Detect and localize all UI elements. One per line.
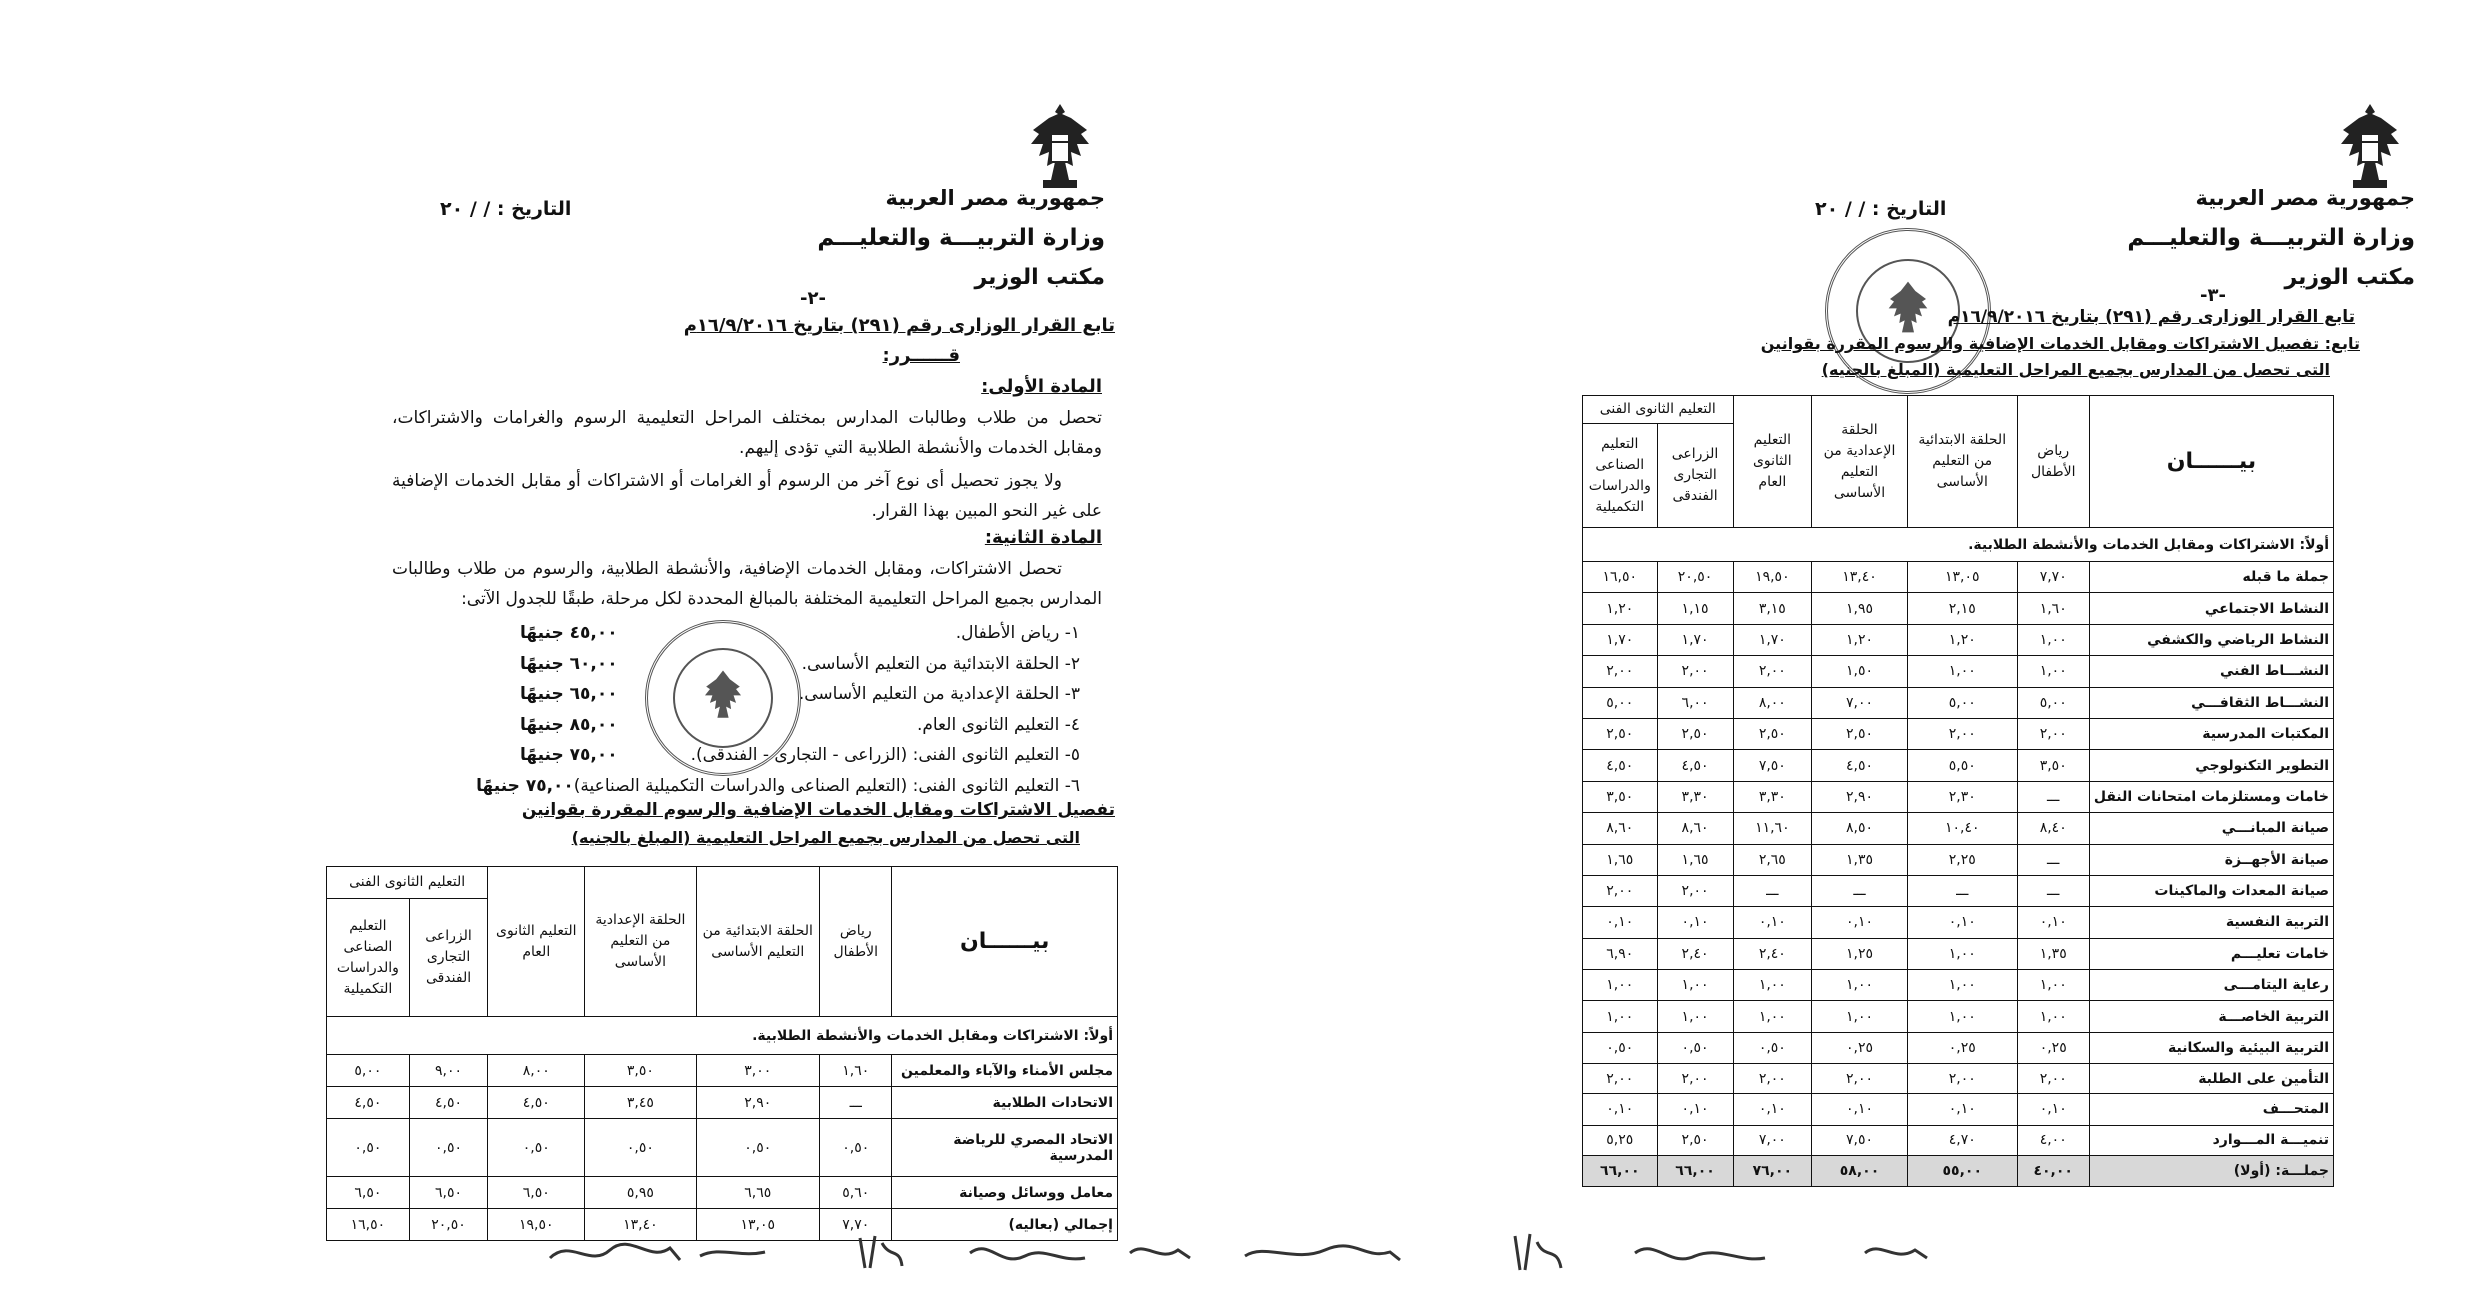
row-value: ٤,٥٠ xyxy=(1812,750,1908,781)
table-section-heading: أولاً: الاشتراكات ومقابل الخدمات والأنشطة الطلابية. xyxy=(327,1017,1118,1055)
table-row xyxy=(1583,687,2334,718)
article-1-heading: المادة الأولى: xyxy=(981,376,1102,397)
page-number: -٣- xyxy=(2200,285,2226,306)
row-value: ١٩,٥٠ xyxy=(1733,562,1812,593)
row-value: ١,١٥ xyxy=(1657,593,1733,624)
row-value: ١,٢٥ xyxy=(1812,938,1908,969)
row-value: ١,٧٠ xyxy=(1657,624,1733,655)
row-value: ٠,٥٠ xyxy=(1733,1032,1812,1063)
row-value: ٠,٢٥ xyxy=(2017,1032,2089,1063)
row-value: ٢,٥٠ xyxy=(1812,718,1908,749)
row-value: ٢,٩٠ xyxy=(1812,781,1908,812)
article-2-heading: المادة الثانية: xyxy=(984,527,1102,548)
row-value: ٢,٥٠ xyxy=(1657,718,1733,749)
col-header-prep: الحلقة الإعدادية من التعليم الأساسى xyxy=(585,867,696,1017)
row-value: ٢,٠٠ xyxy=(1907,718,2017,749)
row-value: ٠,١٠ xyxy=(1812,1094,1908,1125)
table-row xyxy=(1583,1064,2334,1094)
row-value: ٢,٣٠ xyxy=(1907,781,2017,812)
row-value: ٣,٣٠ xyxy=(1657,781,1733,812)
table-row xyxy=(1583,750,2334,781)
row-value: ٢,٥٠ xyxy=(1583,718,1658,749)
row-value: ٠,١٠ xyxy=(2017,1094,2089,1125)
row-value: ٠,٥٠ xyxy=(1657,1032,1733,1063)
row-value: ـــ xyxy=(1733,875,1812,906)
col-header-general: التعليم الثانوى العام xyxy=(1733,396,1812,528)
row-value: ١,٠٠ xyxy=(1583,1001,1658,1032)
row-value: ٠,٢٥ xyxy=(1907,1032,2017,1063)
fees-list-item: ١- رياض الأطفال. ٤٥,٠٠ جنيهًا xyxy=(520,623,1080,643)
row-value: ٦٦,٠٠ xyxy=(1583,1155,1658,1186)
table-title-2: التى تحصل من المدارس بجميع المراحل التعليمية (المبلغ بالجنيه) xyxy=(571,828,1080,847)
row-value: ١,٣٥ xyxy=(2017,938,2089,969)
table-row xyxy=(1583,844,2334,875)
decision-title: تابع القرار الوزارى رقم (٢٩١) بتاريخ ١٦/٩/٢٠١٦م xyxy=(1947,307,2355,327)
row-value: ١,٠٠ xyxy=(1733,1001,1812,1032)
row-value: ٧,٧٠ xyxy=(2017,562,2089,593)
row-value: ١,٠٠ xyxy=(1812,1001,1908,1032)
fees-list-item: ٦- التعليم الثانوى الفنى: (التعليم الصناعى والدراسات التكميلية الصناعية) ٧٥,٠٠ جنيهًا xyxy=(476,775,1080,796)
row-value: ١٠,٤٠ xyxy=(1907,813,2017,844)
ministry-header xyxy=(817,178,1105,298)
row-value: ٧,٠٠ xyxy=(1812,687,1908,718)
row-value: ـــ xyxy=(1812,875,1908,906)
row-label: خامات ومستلزمات امتحانات النقل xyxy=(2089,781,2333,812)
row-value: ٨,٤٠ xyxy=(2017,813,2089,844)
row-value: ١,٠٠ xyxy=(2017,1001,2089,1032)
table-row xyxy=(1583,907,2334,938)
col-header-agri: الزراعى التجارى الفندقى xyxy=(409,899,488,1017)
row-label: التربية البيئية والسكانية xyxy=(2089,1032,2333,1063)
row-value: ١,٧٠ xyxy=(1733,624,1812,655)
row-value: ١,٠٠ xyxy=(1907,656,2017,687)
row-value: ٥,٥٠ xyxy=(1907,750,2017,781)
row-value: ١,٠٠ xyxy=(1657,1001,1733,1032)
row-value: ٢,٦٥ xyxy=(1733,844,1812,875)
row-value: ٥,٠٠ xyxy=(2017,687,2089,718)
row-value: ٨,٥٠ xyxy=(1812,813,1908,844)
fees-list-item: ٤- التعليم الثانوى العام. ٨٥,٠٠ جنيهًا xyxy=(520,714,1080,735)
row-label: رعاية اليتامـــى xyxy=(2089,970,2333,1001)
row-value: ١,٣٥ xyxy=(1812,844,1908,875)
row-value: ١,٠٠ xyxy=(1583,970,1658,1001)
col-header-technical-group: التعليم الثانوى الفنى xyxy=(327,867,488,899)
row-label: المتحـــف xyxy=(2089,1094,2333,1125)
row-value: ٠,١٠ xyxy=(1733,1094,1812,1125)
document-page-2 xyxy=(336,0,1380,1298)
row-value: ١,٢٠ xyxy=(1812,624,1908,655)
col-header-general: التعليم الثانوى العام xyxy=(488,867,585,1017)
row-value: ٨,٦٠ xyxy=(1583,813,1658,844)
table-row xyxy=(1583,593,2334,624)
row-value: ٠,١٠ xyxy=(1733,907,1812,938)
row-value: ٤,٥٠ xyxy=(1657,750,1733,781)
col-header-technical-group: التعليم الثانوى الفنى xyxy=(1583,396,1734,424)
row-label: خامات تعليـــم xyxy=(2089,938,2333,969)
row-value: ١,٩٥ xyxy=(1812,593,1908,624)
row-label: التطوير التكنولوجي xyxy=(2089,750,2333,781)
row-label: النشـــاط الثقافـــي xyxy=(2089,687,2333,718)
seal-eagle-icon xyxy=(1884,279,1932,339)
date-line: التاريخ : / / ٢٠ xyxy=(440,198,572,220)
row-value: ٣,٥٠ xyxy=(1583,781,1658,812)
table-title-1: تفصيل الاشتراكات ومقابل الخدمات الإضافية والرسوم المقررة بقوانين xyxy=(521,800,1115,820)
row-value: ١,٠٠ xyxy=(2017,624,2089,655)
fees-list-item: ٥- التعليم الثانوى الفنى: (الزراعى - التجارى - الفندقى). ٧٥,٠٠ جنيهًا xyxy=(520,745,1080,765)
row-value: ١,٠٠ xyxy=(1907,1001,2017,1032)
row-value: ٨,٠٠ xyxy=(1733,687,1812,718)
row-value: ٢,٠٠ xyxy=(1657,656,1733,687)
col-header-industrial: التعليم الصناعى والدراسات التكميلية xyxy=(1583,424,1658,528)
row-value: ٢,٥٠ xyxy=(1733,718,1812,749)
row-label: التأمين على الطلبة xyxy=(2089,1064,2333,1094)
row-label: التربية النفسية xyxy=(2089,907,2333,938)
continuation-title: تابع: تفصيل الاشتراكات ومقابل الخدمات الإضافية والرسوم المقررة بقوانين xyxy=(1760,334,2360,353)
table-row xyxy=(1583,1094,2334,1125)
col-header-prep: الحلقة الإعدادية من التعليم الأساسى xyxy=(1812,396,1908,528)
row-value: ٧,٠٠ xyxy=(1733,1125,1812,1155)
row-label: صيانة الأجهــزة xyxy=(2089,844,2333,875)
row-value: ٢,٠٠ xyxy=(1657,875,1733,906)
row-value: ٥,٠٠ xyxy=(1907,687,2017,718)
table-row xyxy=(1583,562,2334,593)
row-value: ١,٦٠ xyxy=(2017,593,2089,624)
row-value: ٤,٧٠ xyxy=(1907,1125,2017,1155)
official-seal-stamp xyxy=(645,620,801,776)
row-value: ٢,٤٠ xyxy=(1657,938,1733,969)
row-label: التربية الخاصـــة xyxy=(2089,1001,2333,1032)
fees-table xyxy=(1582,395,2334,1187)
row-value: ٠,١٠ xyxy=(1907,1094,2017,1125)
row-value: ١,٠٠ xyxy=(1907,938,2017,969)
country-name: جمهورية مصر العربية xyxy=(885,186,1105,210)
row-label: تنميـــة المـــوارد xyxy=(2089,1125,2333,1155)
table-row xyxy=(1583,718,2334,749)
country-name: جمهورية مصر العربية xyxy=(2195,186,2415,210)
row-value: ٢,٠٠ xyxy=(1583,1064,1658,1094)
table-row xyxy=(1583,875,2334,906)
row-value: ١,٠٠ xyxy=(2017,656,2089,687)
row-label: صيانة المعدات والماكينات xyxy=(2089,875,2333,906)
row-value: ـــ xyxy=(1907,875,2017,906)
row-value: ١,٦٥ xyxy=(1657,844,1733,875)
subtitle: التى تحصل من المدارس بجميع المراحل التعليمية (المبلغ بالجنيه) xyxy=(1821,360,2330,379)
col-header-primary: الحلقة الابتدائية من التعليم الأساسى xyxy=(696,867,820,1017)
row-value: ٢,٠٠ xyxy=(1907,1064,2017,1094)
table-row xyxy=(1583,781,2334,812)
fees-list-item: ٣- الحلقة الإعدادية من التعليم الأساسى. ٦٥,٠٠ جنيهًا xyxy=(520,684,1080,704)
seal-eagle-icon xyxy=(700,668,746,724)
row-value: ٥,٢٥ xyxy=(1583,1125,1658,1155)
row-value: ٨,٦٠ xyxy=(1657,813,1733,844)
row-value: ١٣,٠٥ xyxy=(1907,562,2017,593)
row-value: ٤,٠٠ xyxy=(2017,1125,2089,1155)
table-row: مجلس الأمناء والآباء والمعلمين ١,٦٠ ٣,٠٠ ٣,٥٠ ٨,٠٠ ٩,٠٠ ٥,٠٠ xyxy=(327,1055,1118,1087)
fees-list-item: ٢- الحلقة الابتدائية من التعليم الأساسى. ٦٠,٠٠ جنيهًا xyxy=(520,653,1080,674)
row-value: ٠,٢٥ xyxy=(1812,1032,1908,1063)
office-name: مكتب الوزير xyxy=(2284,265,2415,290)
col-header-industrial: التعليم الصناعى والدراسات التكميلية xyxy=(327,899,410,1017)
table-row xyxy=(1583,970,2334,1001)
table-row xyxy=(1583,656,2334,687)
row-value: ٦,٠٠ xyxy=(1657,687,1733,718)
office-name: مكتب الوزير xyxy=(974,265,1105,290)
row-value: ٦,٩٠ xyxy=(1583,938,1658,969)
row-value: ٣,٥٠ xyxy=(2017,750,2089,781)
row-value: ١,٧٠ xyxy=(1583,624,1658,655)
row-value: ٧٦,٠٠ xyxy=(1733,1155,1812,1186)
table-row xyxy=(1583,1125,2334,1155)
eagle-emblem-icon xyxy=(2335,100,2405,190)
row-value: ٢,٠٠ xyxy=(2017,718,2089,749)
table-row xyxy=(1583,1032,2334,1063)
row-value: ـــ xyxy=(2017,844,2089,875)
row-value: ٢,٢٥ xyxy=(1907,844,2017,875)
row-value: ٥٥,٠٠ xyxy=(1907,1155,2017,1186)
table-row: الاتحاد المصري للرياضة المدرسية ٠,٥٠ ٠,٥٠ ٠,٥٠ ٠,٥٠ ٠,٥٠ ٠,٥٠ xyxy=(327,1119,1118,1177)
row-label: المكتبات المدرسية xyxy=(2089,718,2333,749)
row-value: ٣,١٥ xyxy=(1733,593,1812,624)
table-section-heading: أولاً: الاشتراكات ومقابل الخدمات والأنشطة الطلابية. xyxy=(1583,528,2334,562)
table-row-total: إجمالي (بعاليه) ٧,٧٠ ١٣,٠٥ ١٣,٤٠ ١٩,٥٠ ٢٠,٥٠ ١٦,٥٠ xyxy=(327,1209,1118,1241)
row-value: ١,٠٠ xyxy=(2017,970,2089,1001)
handwritten-signatures xyxy=(1215,1228,2015,1278)
row-value: ١,٠٠ xyxy=(1812,970,1908,1001)
row-label: النشاط الاجتماعي xyxy=(2089,593,2333,624)
handwritten-signatures xyxy=(530,1228,1270,1278)
row-value: ـــ xyxy=(2017,781,2089,812)
row-label: جملة ما قبله xyxy=(2089,562,2333,593)
row-value: ٢٠,٥٠ xyxy=(1657,562,1733,593)
article-2-paragraph: تحصل الاشتراكات، ومقابل الخدمات الإضافية، والأنشطة الطلابية، والرسوم من طلاب وطالبات المدارس بجميع المراحل التعليمية المختلفة بالمبالغ المحددة لكل مرحلة، طبقًا للجدول الآتى: xyxy=(392,559,1102,609)
table-row xyxy=(1583,624,2334,655)
row-value: ٢,٠٠ xyxy=(1812,1064,1908,1094)
document-page-3 xyxy=(1300,0,2415,1298)
row-value: ٢,٠٠ xyxy=(2017,1064,2089,1094)
table-row-total xyxy=(1583,1155,2334,1186)
row-value: ١,٥٠ xyxy=(1812,656,1908,687)
page-number: -٢- xyxy=(800,288,826,309)
row-value: ٠,١٠ xyxy=(1657,907,1733,938)
row-label: صيانة المبانـــي xyxy=(2089,813,2333,844)
article-1-paragraph-1: تحصل من طلاب وطالبات المدارس بمختلف المراحل التعليمية الرسوم والغرامات والاشتراكات، ومقابل الخدمات والأنشطة الطلابية التي تؤدى إليهم. xyxy=(392,408,1102,458)
row-value: ٢,٠٠ xyxy=(1583,656,1658,687)
row-value: ٥,٠٠ xyxy=(1583,687,1658,718)
row-value: ٥٨,٠٠ xyxy=(1812,1155,1908,1186)
col-header-primary: الحلقة الابتدائية من التعليم الأساسى xyxy=(1907,396,2017,528)
table-row: معامل ووسائل وصيانة ٥,٦٠ ٦,٦٥ ٥,٩٥ ٦,٥٠ ٦,٥٠ ٦,٥٠ xyxy=(327,1177,1118,1209)
row-value: ١٣,٤٠ xyxy=(1812,562,1908,593)
row-value: ٦٦,٠٠ xyxy=(1657,1155,1733,1186)
col-header-kg: رياض الأطفال xyxy=(2017,396,2089,528)
col-header-bayan: بيــــــان xyxy=(2089,396,2333,528)
row-value: ٠,٥٠ xyxy=(1583,1032,1658,1063)
row-value: ٧,٥٠ xyxy=(1733,750,1812,781)
row-value: ٠,١٠ xyxy=(1907,907,2017,938)
row-value: ٣,٣٠ xyxy=(1733,781,1812,812)
row-value: ٧,٥٠ xyxy=(1812,1125,1908,1155)
row-value: ٢,٠٠ xyxy=(1733,656,1812,687)
col-header-kg: رياض الأطفال xyxy=(820,867,892,1017)
row-value: ١,٠٠ xyxy=(1657,970,1733,1001)
row-value: ١,٢٠ xyxy=(1907,624,2017,655)
row-value: ٢,١٥ xyxy=(1907,593,2017,624)
row-label: النشـــاط الفني xyxy=(2089,656,2333,687)
row-value: ١,٢٠ xyxy=(1583,593,1658,624)
col-header-agri: الزراعى التجارى الفندقى xyxy=(1657,424,1733,528)
row-value: ٤٠,٠٠ xyxy=(2017,1155,2089,1186)
row-value: ١,٠٠ xyxy=(1907,970,2017,1001)
row-label: النشاط الرياضي والكشفي xyxy=(2089,624,2333,655)
row-value: ٠,١٠ xyxy=(2017,907,2089,938)
ministry-header xyxy=(2127,178,2415,298)
row-value: ٠,١٠ xyxy=(1583,1094,1658,1125)
row-value: ٠,١٠ xyxy=(1583,907,1658,938)
row-value: ٢,٠٠ xyxy=(1583,875,1658,906)
row-value: ٠,١٠ xyxy=(1657,1094,1733,1125)
row-value: ١١,٦٠ xyxy=(1733,813,1812,844)
row-value: ٢,٠٠ xyxy=(1657,1064,1733,1094)
decision-word: قــــــرر: xyxy=(882,345,960,366)
table-row xyxy=(1583,1001,2334,1032)
row-value: ١,٦٥ xyxy=(1583,844,1658,875)
table-row xyxy=(1583,938,2334,969)
row-value: ٢,٠٠ xyxy=(1733,1064,1812,1094)
ministry-name: وزارة التربيـــة والتعليـــم xyxy=(2127,225,2415,251)
fees-table xyxy=(326,866,1118,1241)
date-line: التاريخ : / / ٢٠ xyxy=(1815,198,1947,220)
row-value: ١٦,٥٠ xyxy=(1583,562,1658,593)
article-1-paragraph-2: ولا يجوز تحصيل أى نوع آخر من الرسوم أو الغرامات أو الاشتراكات أو مقابل الخدمات الإضافية على غير النحو المبين بهذا القرار. xyxy=(392,471,1102,521)
row-value: ٤,٥٠ xyxy=(1583,750,1658,781)
table-row: الاتحادات الطلابية ـــ ٢,٩٠ ٣,٤٥ ٤,٥٠ ٤,٥٠ ٤,٥٠ xyxy=(327,1087,1118,1119)
col-header-bayan: بيــــــان xyxy=(892,867,1118,1017)
ministry-name: وزارة التربيـــة والتعليـــم xyxy=(817,225,1105,251)
table-row xyxy=(1583,813,2334,844)
row-value: ٢,٤٠ xyxy=(1733,938,1812,969)
row-value: ٠,١٠ xyxy=(1812,907,1908,938)
row-value: ٢,٥٠ xyxy=(1657,1125,1733,1155)
row-value: ـــ xyxy=(2017,875,2089,906)
decision-title: تابع القرار الوزارى رقم (٢٩١) بتاريخ ١٦/٩/٢٠١٦م xyxy=(683,315,1115,336)
row-label: جملـــة: (أولا) xyxy=(2089,1155,2333,1186)
row-value: ١,٠٠ xyxy=(1733,970,1812,1001)
eagle-emblem-icon xyxy=(1025,100,1095,190)
